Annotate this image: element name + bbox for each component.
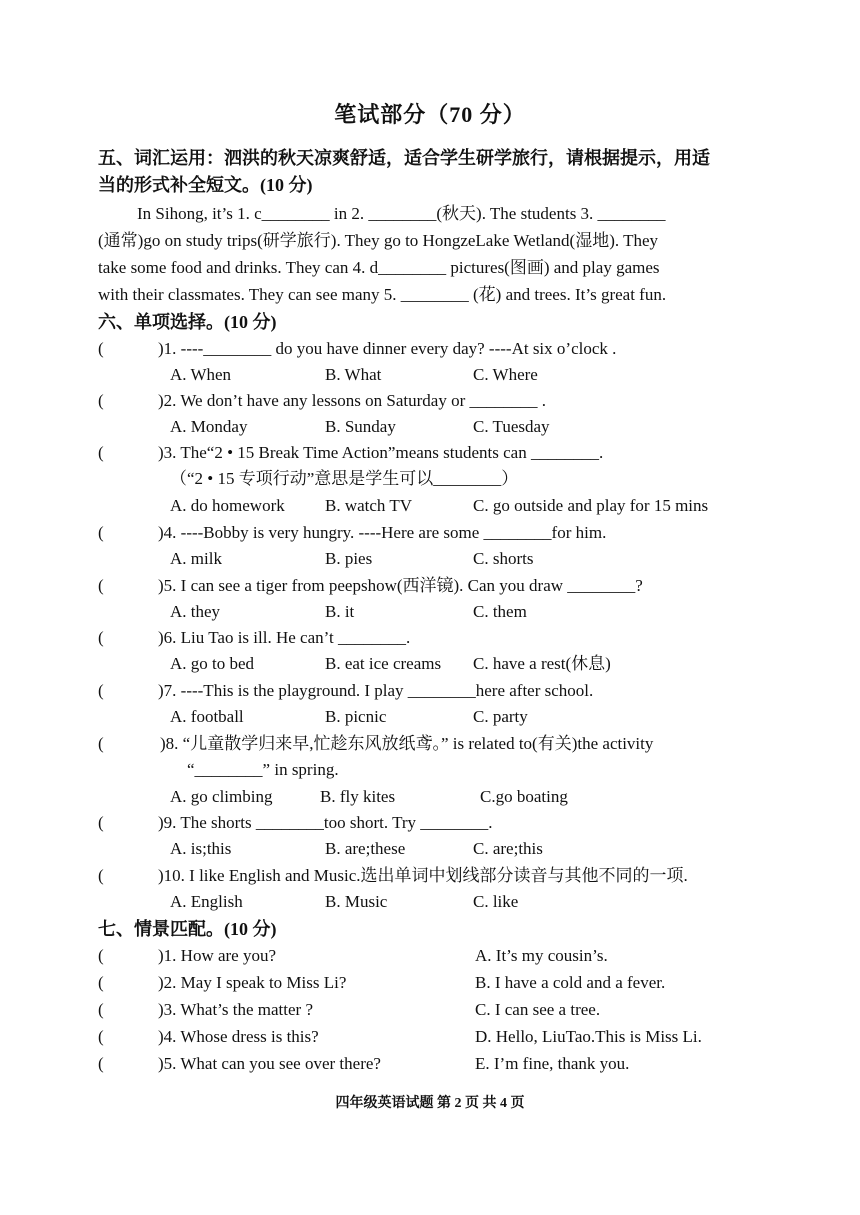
option-b: B. What bbox=[325, 365, 382, 384]
page-footer: 四年级英语试题 第 2 页 共 4 页 bbox=[335, 1096, 525, 1111]
option-c: C. Tuesday bbox=[473, 417, 550, 436]
question-row bbox=[0, 440, 860, 466]
match-answer: C. I can see a tree. bbox=[475, 1000, 601, 1019]
option-b: B. it bbox=[325, 602, 355, 621]
match-answer: A. It’s my cousin’s. bbox=[475, 946, 608, 965]
option-c: C. go outside and play for 15 mins bbox=[473, 496, 709, 515]
section7-heading: 七、情景匹配。(10 分) bbox=[98, 919, 277, 939]
option-c: C. like bbox=[473, 892, 519, 911]
passage-line: with their classmates. They can see many 5. ________ (花) and trees. It’s great fun. bbox=[98, 285, 667, 304]
answer-paren: ( bbox=[98, 973, 104, 992]
question-text: )6. Liu Tao is ill. He can’t ________. bbox=[158, 628, 411, 647]
question-text: )2. We don’t have any lessons on Saturday or ________ . bbox=[158, 391, 547, 410]
passage-line: (通常)go on study trips(研学旅行). They go to HongzeLake Wetland(湿地). They bbox=[98, 231, 659, 250]
match-row bbox=[0, 970, 860, 996]
answer-paren: ( bbox=[98, 576, 104, 595]
option-a: A. they bbox=[170, 602, 221, 621]
question-row bbox=[0, 388, 860, 414]
option-a: A. go climbing bbox=[170, 787, 273, 806]
answer-paren: ( bbox=[98, 946, 104, 965]
question-row bbox=[0, 625, 860, 651]
option-b: B. Sunday bbox=[325, 417, 396, 436]
option-a: A. milk bbox=[170, 549, 222, 568]
question-row bbox=[0, 863, 860, 889]
match-answer: E. I’m fine, thank you. bbox=[475, 1054, 630, 1073]
options-row bbox=[0, 651, 860, 677]
answer-paren: ( bbox=[98, 523, 104, 542]
options-row bbox=[0, 493, 860, 519]
option-a: A. go to bed bbox=[170, 654, 255, 673]
option-c: C. are;this bbox=[473, 839, 543, 858]
option-b: B. fly kites bbox=[320, 787, 396, 806]
answer-paren: ( bbox=[98, 443, 104, 462]
question-text: )5. I can see a tiger from peepshow(西洋镜). Can you draw ________? bbox=[158, 576, 643, 595]
question-subtext: “________” in spring. bbox=[187, 760, 339, 779]
match-question: )4. Whose dress is this? bbox=[158, 1027, 319, 1046]
answer-paren: ( bbox=[98, 681, 104, 700]
options-row bbox=[0, 546, 860, 572]
option-a: A. is;this bbox=[170, 839, 232, 858]
option-a: A. do homework bbox=[170, 496, 285, 515]
question-subtext: （“2 • 15 专项行动”意思是学生可以________） bbox=[170, 469, 519, 488]
option-c: C. them bbox=[473, 602, 527, 621]
answer-paren: ( bbox=[98, 1054, 104, 1073]
options-row bbox=[0, 784, 860, 810]
answer-paren: ( bbox=[98, 866, 104, 885]
options-row bbox=[0, 362, 860, 388]
match-answer: D. Hello, LiuTao.This is Miss Li. bbox=[475, 1027, 702, 1046]
option-a: A. English bbox=[170, 892, 243, 911]
question-text: )1. ----________ do you have dinner every day? ----At six o’clock . bbox=[158, 339, 617, 358]
option-c: C. Where bbox=[473, 365, 538, 384]
passage-line: take some food and drinks. They can 4. d________ pictures(图画) and play games bbox=[98, 258, 660, 277]
question-row bbox=[0, 520, 860, 546]
answer-paren: ( bbox=[98, 1027, 104, 1046]
option-b: B. Music bbox=[325, 892, 388, 911]
answer-paren: ( bbox=[98, 628, 104, 647]
option-b: B. eat ice creams bbox=[325, 654, 442, 673]
answer-paren: ( bbox=[98, 813, 104, 832]
section5-heading-line2: 当的形式补全短文。(10 分) bbox=[98, 175, 313, 195]
option-a: A. Monday bbox=[170, 417, 248, 436]
options-row bbox=[0, 414, 860, 440]
options-row bbox=[0, 889, 860, 915]
question-row bbox=[0, 573, 860, 599]
match-row bbox=[0, 943, 860, 969]
question-subline bbox=[0, 757, 860, 783]
question-text: )10. I like English and Music.选出单词中划线部分读音与其他不同的一项. bbox=[158, 866, 688, 885]
options-row bbox=[0, 836, 860, 862]
answer-paren: ( bbox=[98, 734, 104, 753]
section5-heading-line1: 五、词汇运用：泗洪的秋天凉爽舒适，适合学生研学旅行，请根据提示，用适 bbox=[98, 148, 710, 168]
match-row bbox=[0, 1024, 860, 1050]
option-c: C. party bbox=[473, 707, 528, 726]
option-b: B. are;these bbox=[325, 839, 406, 858]
question-row bbox=[0, 731, 860, 757]
question-text: )9. The shorts ________too short. Try ________. bbox=[158, 813, 493, 832]
option-a: A. When bbox=[170, 365, 232, 384]
option-c: C. have a rest(休息) bbox=[473, 654, 611, 673]
match-question: )3. What’s the matter ? bbox=[158, 1000, 313, 1019]
option-c: C.go boating bbox=[480, 787, 568, 806]
option-c: C. shorts bbox=[473, 549, 534, 568]
match-row bbox=[0, 1051, 860, 1077]
answer-paren: ( bbox=[98, 1000, 104, 1019]
option-b: B. pies bbox=[325, 549, 373, 568]
page-title: 笔试部分（70 分） bbox=[334, 102, 526, 127]
answer-paren: ( bbox=[98, 339, 104, 358]
match-question: )2. May I speak to Miss Li? bbox=[158, 973, 347, 992]
question-row bbox=[0, 810, 860, 836]
question-row bbox=[0, 678, 860, 704]
options-row bbox=[0, 704, 860, 730]
match-row bbox=[0, 997, 860, 1023]
option-b: B. picnic bbox=[325, 707, 387, 726]
answer-paren: ( bbox=[98, 391, 104, 410]
question-text: )3. The“2 • 15 Break Time Action”means students can ________. bbox=[158, 443, 604, 462]
passage-line: In Sihong, it’s 1. c________ in 2. ________(秋天). The students 3. ________ bbox=[137, 204, 666, 223]
option-b: B. watch TV bbox=[325, 496, 413, 515]
question-row bbox=[0, 336, 860, 362]
match-answer: B. I have a cold and a fever. bbox=[475, 973, 666, 992]
match-question: )5. What can you see over there? bbox=[158, 1054, 381, 1073]
question-text: )8. “儿童散学归来早,忙趁东风放纸鸢。” is related to(有关)the activity bbox=[160, 734, 654, 753]
question-text: )4. ----Bobby is very hungry. ----Here are some ________for him. bbox=[158, 523, 607, 542]
section6-heading: 六、单项选择。(10 分) bbox=[98, 312, 277, 332]
question-subline bbox=[0, 466, 860, 492]
option-a: A. football bbox=[170, 707, 244, 726]
match-question: )1. How are you? bbox=[158, 946, 277, 965]
question-text: )7. ----This is the playground. I play ________here after school. bbox=[158, 681, 594, 700]
options-row bbox=[0, 599, 860, 625]
